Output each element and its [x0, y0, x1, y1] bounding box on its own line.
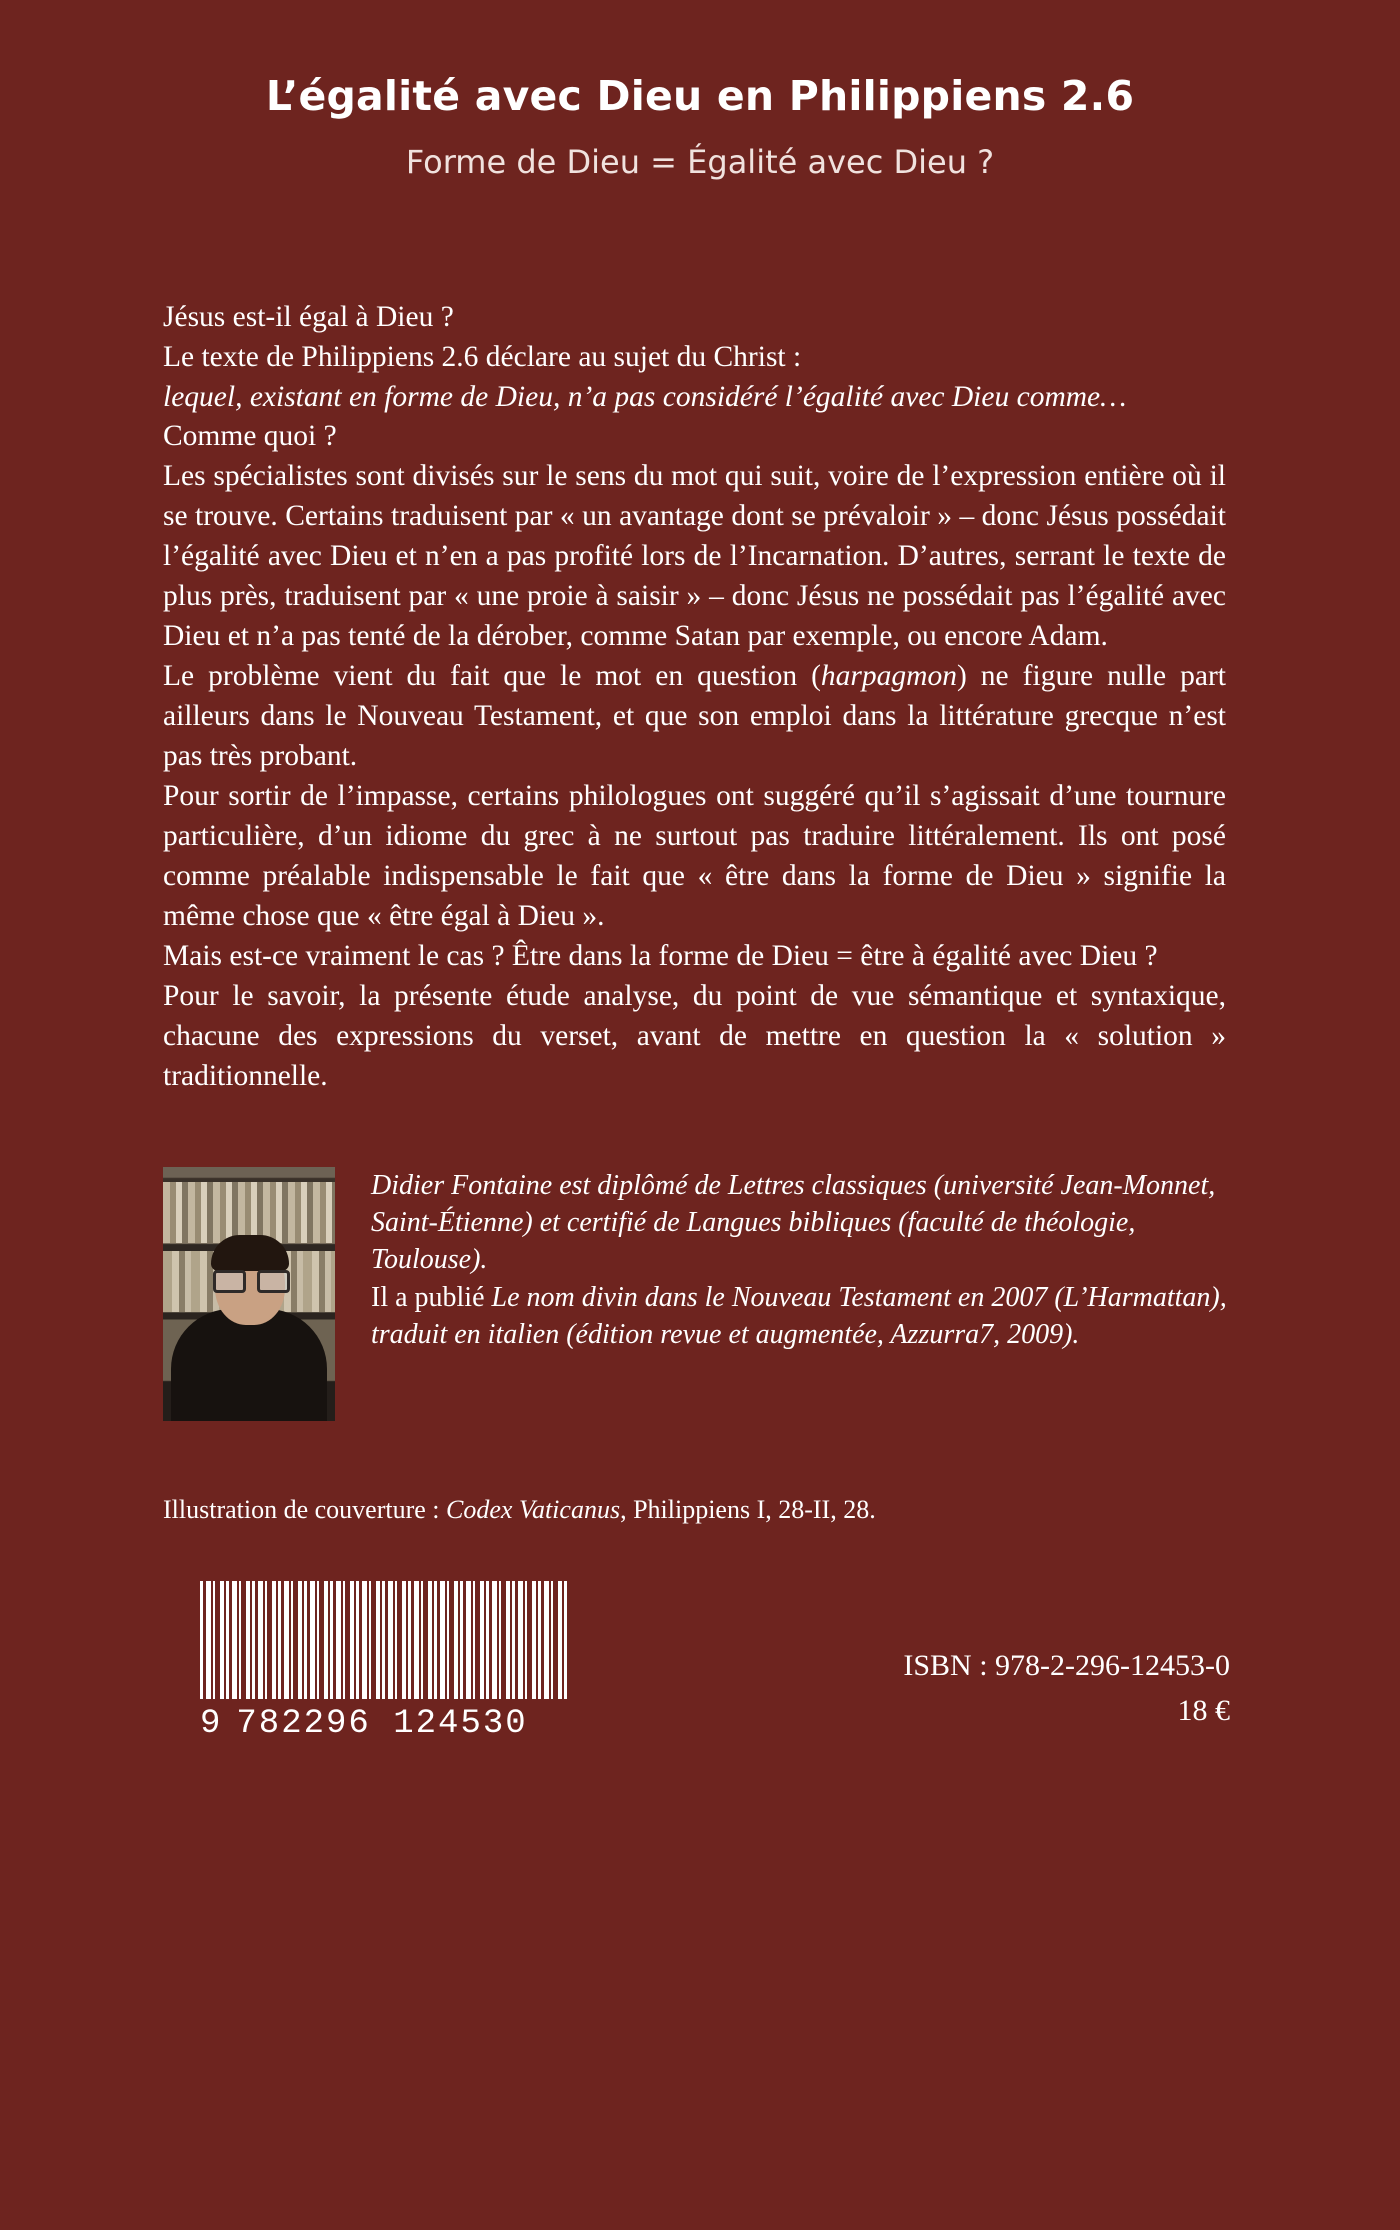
- blurb-paragraph-8: Pour le savoir, la présente étude analyse, du point de vue sémantique et syntaxique, chacune des expressions du verset, avant de mettre en question la « solution » traditionnelle.: [163, 980, 1226, 1092]
- author-bio: [371, 1167, 1250, 1353]
- isbn-block: [903, 1643, 1230, 1743]
- blurb-paragraph-2: Le texte de Philippiens 2.6 déclare au sujet du Christ :: [163, 340, 802, 373]
- book-subtitle: Forme de Dieu = Égalité avec Dieu ?: [405, 143, 995, 182]
- verse-quote-italic: lequel, existant en forme de Dieu, n’a pas considéré l’égalité avec Dieu comme…: [163, 380, 1127, 413]
- glasses-right-lens: [257, 1270, 290, 1293]
- glasses-left-lens: [213, 1270, 246, 1293]
- author-block: [0, 1097, 1400, 1421]
- barcode-bars: [200, 1581, 570, 1699]
- cover-illustration-credit: [0, 1421, 1400, 1525]
- blurb-paragraph-4: Comme quoi ?: [163, 420, 337, 453]
- cover-header: [0, 0, 1400, 182]
- blurb-paragraph-1: Jésus est-il égal à Dieu ?: [163, 300, 454, 333]
- problem-italic-term: harpagmon: [820, 660, 957, 693]
- author-torso: [171, 1309, 327, 1421]
- blurb-paragraph-problem: [163, 657, 1226, 777]
- problem-before: Le problème vient du fait que le mot en question (: [163, 660, 821, 693]
- credit-label: Illustration de couverture :: [163, 1494, 447, 1524]
- price-text: 18 €: [1177, 1693, 1230, 1727]
- problem-after: ) ne figure nulle part ailleurs dans le Nouveau Testament, et que son emploi dans la littérature grecque n’est pas très probant.: [163, 660, 1226, 773]
- isbn-text: ISBN : 978-2-296-12453-0: [903, 1648, 1230, 1682]
- book-title: L’égalité avec Dieu en Philippiens 2.6: [265, 72, 1135, 120]
- barcode-digits: [200, 1705, 570, 1743]
- author-bio-line-2: [371, 1279, 1250, 1353]
- author-bio-line-1: Didier Fontaine est diplômé de Lettres classiques (université Jean-Monnet, Saint-Étienne) et certifié de Langues bibliques (faculté de théologie, Toulouse).: [371, 1169, 1216, 1276]
- barcode: [200, 1581, 570, 1743]
- blurb-verse-quote: [163, 378, 1226, 418]
- blurb-paragraph-6: Pour sortir de l’impasse, certains philologues ont suggéré qu’il s’agissait d’une tournure particulière, d’un idiome du grec à ne surtout pas traduire littéralement. Ils ont posé comme préalable indispensable le fait que « être dans la forme de Dieu » signifie la même chose que « être égal à Dieu ».: [163, 780, 1226, 933]
- blurb-text: [0, 182, 1400, 1097]
- author-bio-rest: Le nom divin dans le Nouveau Testament en 2007 (L’Harmattan), traduit en italien (édition revue et augmentée, Azzurra7, 2009).: [371, 1281, 1227, 1350]
- author-photo: [163, 1167, 335, 1421]
- blurb-paragraph-5: Les spécialistes sont divisés sur le sens du mot qui suit, voire de l’expression entière où il se trouve. Certains traduisent par « un avantage dont se prévaloir » – donc Jésus possédait l’égalité avec Dieu et n’en a pas profité lors de l’Incarnation. D’autres, serrant le texte de plus près, traduisent par « une proie à saisir » – donc Jésus ne possédait pas l’égalité avec Dieu et n’a pas tenté de la dérober, comme Satan par exemple, ou encore Adam.: [163, 460, 1226, 653]
- credit-rest: , Philippiens I, 28-II, 28.: [620, 1494, 876, 1524]
- author-bio-prefix: Il a publié: [371, 1281, 485, 1313]
- barcode-number: 782296 124530: [236, 1704, 528, 1743]
- credit-source-italic: Codex Vaticanus: [446, 1494, 621, 1524]
- cover-footer: [0, 1525, 1400, 1743]
- blurb-paragraph-7: Mais est-ce vraiment le cas ? Être dans la forme de Dieu = être à égalité avec Dieu ?: [163, 940, 1158, 973]
- barcode-lead-digit: 9: [200, 1704, 223, 1743]
- author-hair: [211, 1235, 289, 1271]
- books-row-upper: [163, 1182, 335, 1243]
